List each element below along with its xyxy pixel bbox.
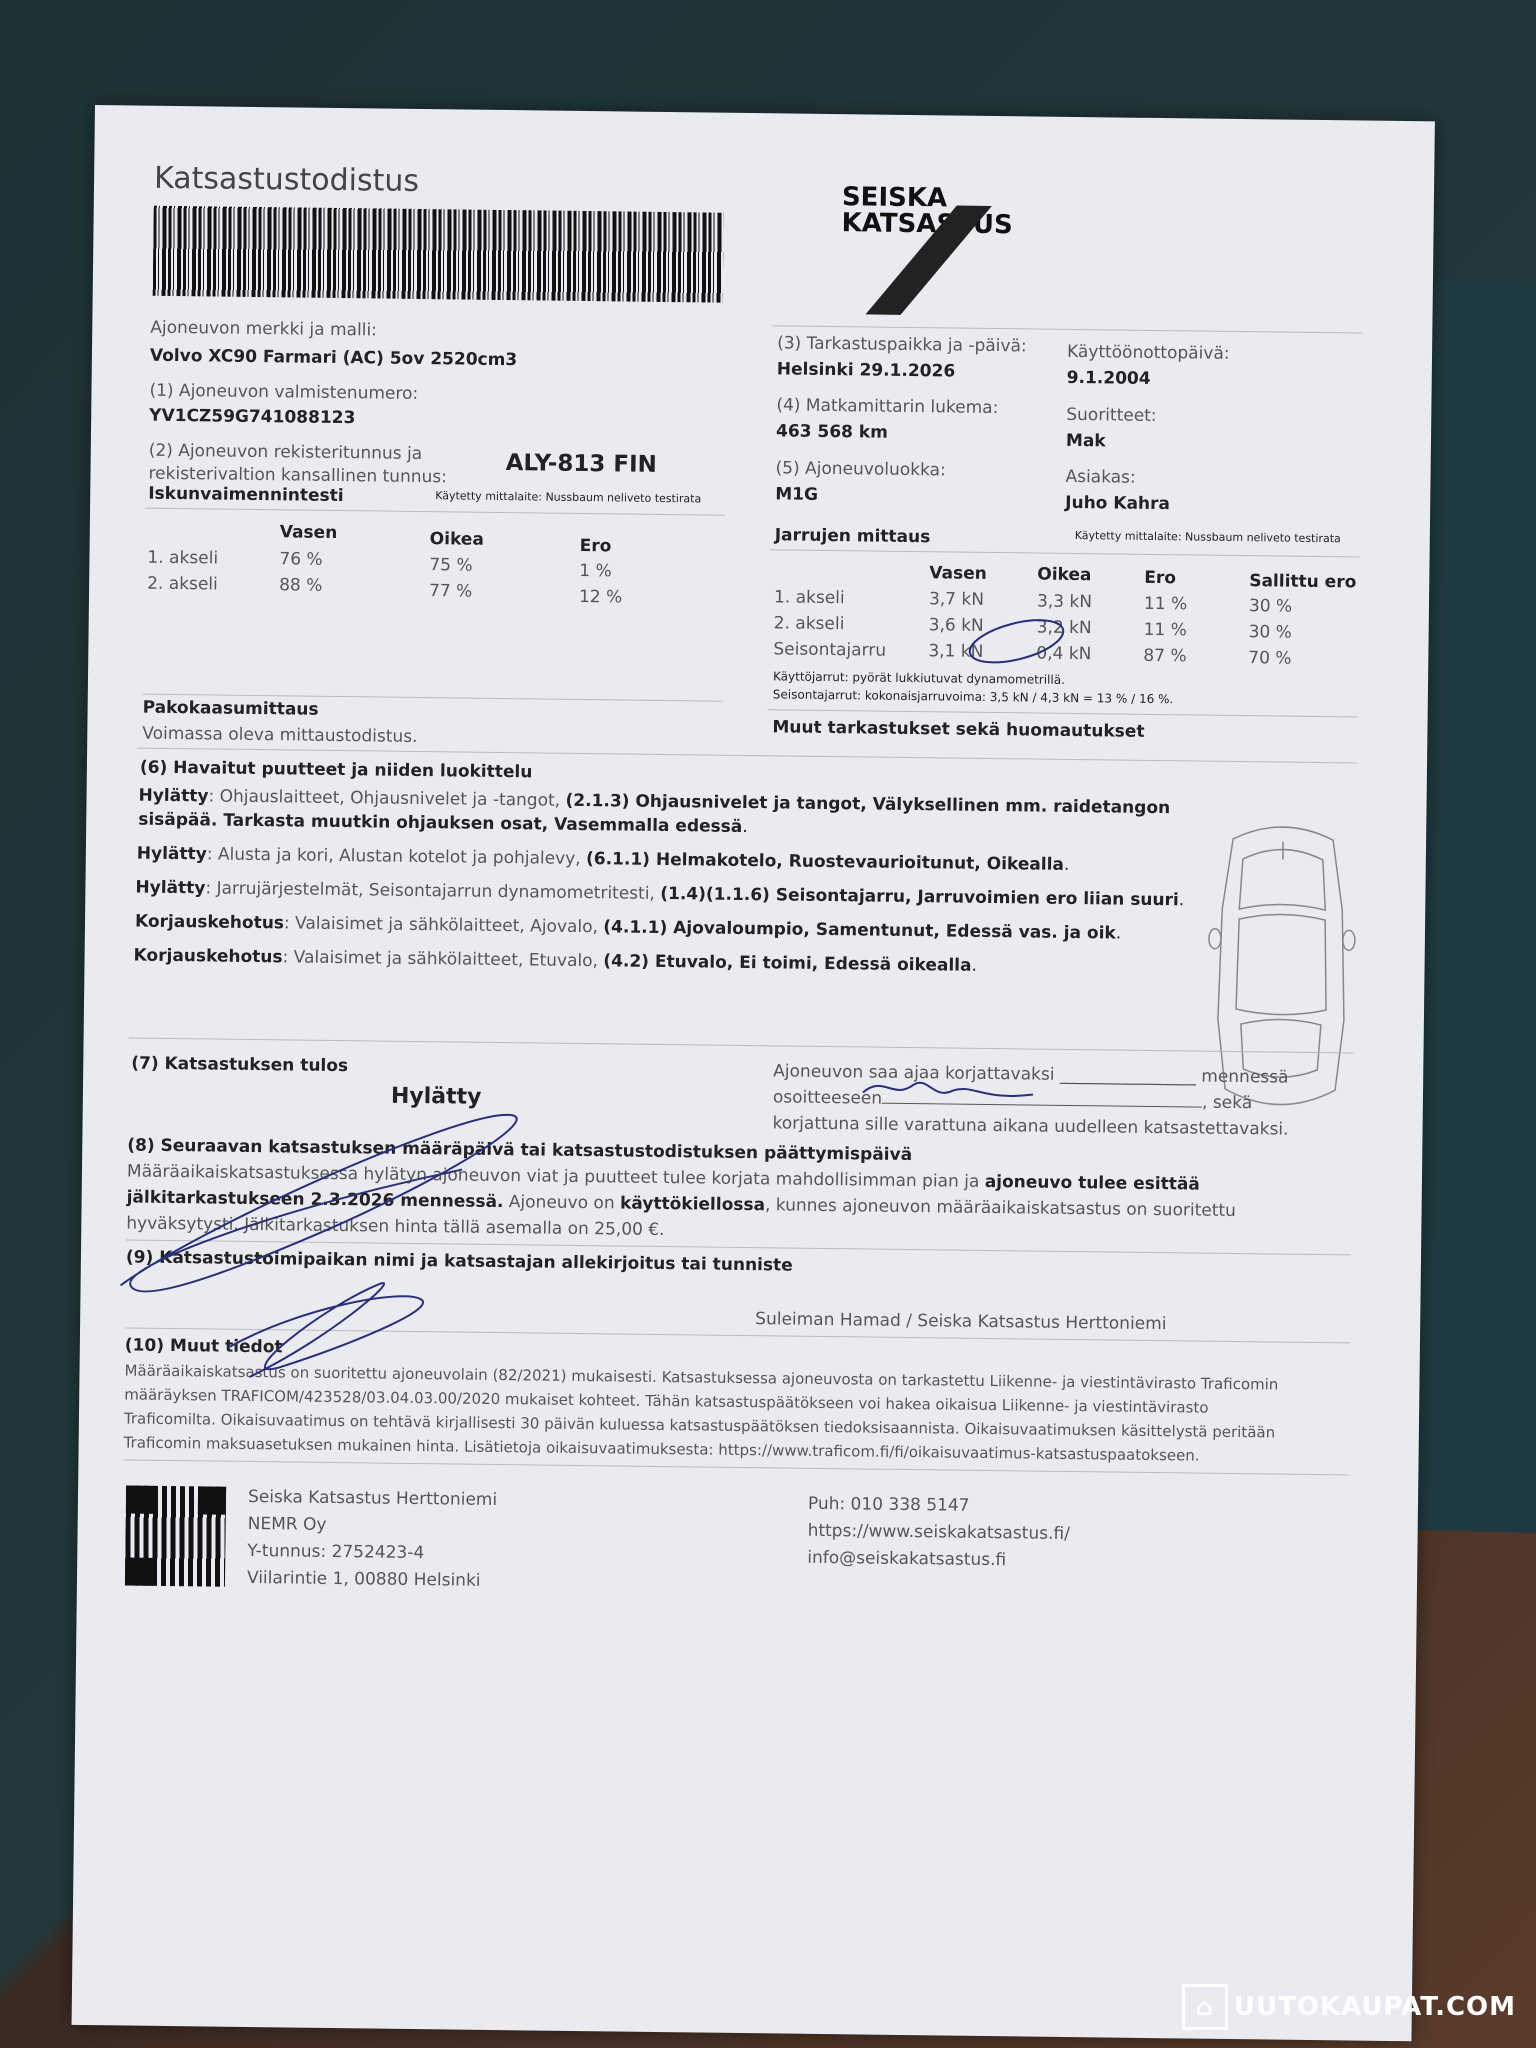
- brakes-cell: 70 %: [1248, 648, 1292, 669]
- odometer-value: 463 568 km: [775, 421, 889, 443]
- site-watermark: ⌂ UUTOKAUPAT.COM: [1182, 1984, 1516, 2030]
- company-business-id: Y-tunnus: 2752423-4: [247, 1540, 425, 1564]
- drive-instruction-3: korjattuna sille varattuna aikana uudelleen katsastettavaksi.: [772, 1113, 1289, 1140]
- client-value: Juho Kahra: [1065, 492, 1171, 515]
- intro-date-label: Käyttöönottopäivä:: [1066, 341, 1230, 364]
- other-info-title: (10) Muut tiedot: [124, 1335, 283, 1358]
- next-inspection-line-3: hyväksytysti. Jälkitarkastuksen hinta tällä asemalla on 25,00 €.: [126, 1213, 665, 1241]
- brakes-row-label: 2. akseli: [773, 613, 845, 635]
- signature-title: (9) Katsastustoimipaikan nimi ja katsastajan allekirjoitus tai tunniste: [125, 1247, 793, 1276]
- defect-item: Korjauskehotus: Valaisimet ja sähkölaitteet, Etuvalo, (4.2) Etuvalo, Ei toimi, Edessä oikealla.: [133, 945, 978, 976]
- brakes-header-right: Oikea: [1037, 564, 1092, 586]
- vin-value: YV1CZ59G741088123: [149, 405, 356, 429]
- brakes-cell: 3,1 kN: [928, 641, 984, 662]
- make-value: Volvo XC90 Farmari (AC) 5ov 2520cm3: [149, 345, 518, 371]
- company-address: Viilarintie 1, 00880 Helsinki: [246, 1567, 481, 1591]
- performance-label: Suoritteet:: [1066, 404, 1157, 426]
- vin-label: (1) Ajoneuvon valmistenumero:: [149, 380, 419, 404]
- brakes-cell: 87 %: [1143, 645, 1187, 667]
- client-label: Asiakas:: [1065, 466, 1136, 488]
- shock-header-diff: Ero: [579, 535, 612, 557]
- barcode: [153, 206, 724, 303]
- brakes-cell: 3,6 kN: [928, 615, 984, 636]
- other-info-line: Määräaikaiskatsastus on suoritettu ajoneuvolain (82/2021) mukaisesti. Katsastuksessa ajoneuvosta on tarkastettu Liikenne- ja viestintävirasto Traficomin: [124, 1361, 1279, 1394]
- next-inspection-title: (8) Seuraavan katsastuksen määräpäivä tai katsastustodistuksen päättymispäivä: [127, 1135, 913, 1166]
- class-value: M1G: [775, 484, 819, 505]
- exhaust-value: Voimassa oleva mittaustodistus.: [142, 723, 418, 747]
- other-checks-title: Muut tarkastukset sekä huomautukset: [772, 717, 1145, 742]
- brakes-row-label: Seisontajarru: [773, 639, 887, 661]
- registration-number: ALY-813 FIN: [505, 450, 658, 478]
- house-icon: ⌂: [1182, 1984, 1228, 2030]
- brakes-cell: 3,7 kN: [928, 589, 985, 610]
- shock-cell: 77 %: [428, 581, 473, 602]
- other-info-line: Traficomin maksuasetuksen mukainen hinta. Lisätietoja oikaisuvaatimuksesta: https://www.traficom.fi/fi/oikaisuvaatimus-katsastuspaatokseen.: [123, 1433, 1200, 1465]
- result-value: Hylätty: [390, 1083, 482, 1110]
- shock-cell: 75 %: [429, 555, 473, 576]
- defect-item-continued: sisäpää. Tarkasta muutkin ohjauksen osat, Vasemmalla edessä.: [138, 809, 748, 838]
- result-title: (7) Katsastuksen tulos: [131, 1053, 349, 1077]
- shock-header-right: Oikea: [429, 529, 484, 550]
- brakes-cell: 3,2 kN: [1036, 617, 1092, 639]
- shock-header-left: Vasen: [279, 522, 338, 543]
- defect-item: Hylätty: Jarrujärjestelmät, Seisontajarrun dynamometritesti, (1.4)(1.1.6) Seisontajarru, Jarruvoimien ero liian suuri.: [135, 877, 1185, 911]
- shock-test-note: Käytetty mittalaite: Nussbaum neliveto testirata: [435, 489, 702, 506]
- shock-row-label: 1. akseli: [147, 547, 219, 569]
- brakes-cell: 0,4 kN: [1036, 643, 1092, 665]
- inspection-certificate: [72, 105, 1435, 2041]
- defect-item: Hylätty: Ohjauslaitteet, Ohjausnivelet ja -tangot, (2.1.3) Ohjausnivelet ja tangot, Välyksellinen mm. raidetangon: [138, 785, 1171, 819]
- place-value: Helsinki 29.1.2026: [776, 359, 956, 382]
- brakes-row-label: 1. akseli: [773, 587, 845, 609]
- brakes-footnote-2: Seisontajarrut: kokonaisjarruvoima: 3,5 kN / 4,3 kN = 13 % / 16 %.: [772, 687, 1174, 707]
- seiska-logo: SEISKA KATSASTUS: [840, 184, 1012, 326]
- brakes-header-allowed: Sallittu ero: [1249, 571, 1357, 593]
- company-phone: Puh: 010 338 5147: [807, 1493, 970, 1516]
- shock-row-label: 2. akseli: [147, 573, 218, 595]
- reg-label-1: (2) Ajoneuvon rekisteritunnus ja: [148, 440, 423, 465]
- defect-item: Korjauskehotus: Valaisimet ja sähkölaitteet, Ajovalo, (4.1.1) Ajovaloumpio, Samentunut, Edessä vas. ja oik.: [134, 911, 1122, 944]
- brakes-footnote-1: Käyttöjarrut: pyörät lukkiutuvat dynamometrillä.: [772, 669, 1066, 687]
- odometer-label: (4) Matkamittarin lukema:: [776, 395, 999, 419]
- qr-code: [125, 1485, 226, 1586]
- intro-date-value: 9.1.2004: [1066, 367, 1151, 389]
- brakes-cell: 11 %: [1143, 619, 1187, 641]
- place-label: (3) Tarkastuspaikka ja -päivä:: [777, 333, 1027, 357]
- other-info-line: Traficomilta. Oikaisuvaatimus on tehtävä kirjallisesti 30 päivän kuluessa katsastuspäätöksen tiedoksisaannista. Oikaisuvaatimuksen käsittelystä peritään: [123, 1409, 1276, 1442]
- brakes-cell: 11 %: [1143, 593, 1188, 615]
- shock-test-title: Iskunvaimennintesti: [148, 483, 344, 507]
- company-legal-name: NEMR Oy: [247, 1513, 327, 1535]
- inspector-name: Suleiman Hamad / Seiska Katsastus Herttoniemi: [755, 1309, 1167, 1335]
- defect-item: Hylätty: Alusta ja kori, Alustan kotelot ja pohjalevy, (6.1.1) Helmakotelo, Ruostevaurioitunut, Oikealla.: [136, 843, 1070, 875]
- brakes-cell: 30 %: [1248, 596, 1293, 617]
- drive-instruction-2: osoitteeseen , sekä: [772, 1087, 1253, 1114]
- performance-value: Mak: [1065, 430, 1106, 452]
- brakes-cell: 30 %: [1248, 622, 1292, 643]
- brakes-header-diff: Ero: [1144, 567, 1177, 589]
- company-email[interactable]: info@seiskakatsastus.fi: [807, 1547, 1007, 1571]
- brakes-header-left: Vasen: [929, 563, 987, 584]
- shock-cell: 88 %: [279, 575, 323, 596]
- next-inspection-line-1: Määräaikaiskatsastuksessa hylätyn ajoneuvon viat ja puutteet tulee korjata mahdollisimman pian ja ajoneuvo tulee esittää: [126, 1161, 1200, 1195]
- shock-cell: 12 %: [578, 586, 623, 608]
- exhaust-title: Pakokaasumittaus: [142, 697, 319, 720]
- company-name: Seiska Katsastus Herttoniemi: [247, 1486, 498, 1511]
- document-title: Katsastustodistus: [153, 160, 420, 199]
- reg-label-2: rekisterivaltion kansallinen tunnus:: [148, 463, 448, 488]
- class-label: (5) Ajoneuvoluokka:: [775, 458, 946, 481]
- defects-title: (6) Havaitut puutteet ja niiden luokittelu: [139, 757, 533, 783]
- shock-cell: 76 %: [279, 549, 323, 570]
- brakes-note: Käytetty mittalaite: Nussbaum neliveto testirata: [1074, 529, 1341, 546]
- drive-instruction-1: Ajoneuvon saa ajaa korjattavaksi ________________ mennessä: [773, 1061, 1289, 1088]
- make-label: Ajoneuvon merkki ja malli:: [150, 317, 378, 341]
- brakes-cell: 3,3 kN: [1036, 591, 1093, 613]
- shock-cell: 1 %: [579, 560, 612, 582]
- next-inspection-line-2: jälkitarkastukseen 2.3.2026 mennessä. Ajoneuvo on käyttökiellossa, kunnes ajoneuvon määräaikaiskatsastus on suoritettu: [126, 1187, 1236, 1222]
- brakes-title: Jarrujen mittaus: [774, 525, 931, 548]
- company-website[interactable]: https://www.seiskakatsastus.fi/: [807, 1520, 1070, 1545]
- other-info-line: määräyksen TRAFICOM/423528/03.04.03.00/2020 mukaiset kohteet. Tähän katsastuspäätökseen voi hakea oikaisua Liikenne- ja viestintävirasto: [124, 1385, 1209, 1417]
